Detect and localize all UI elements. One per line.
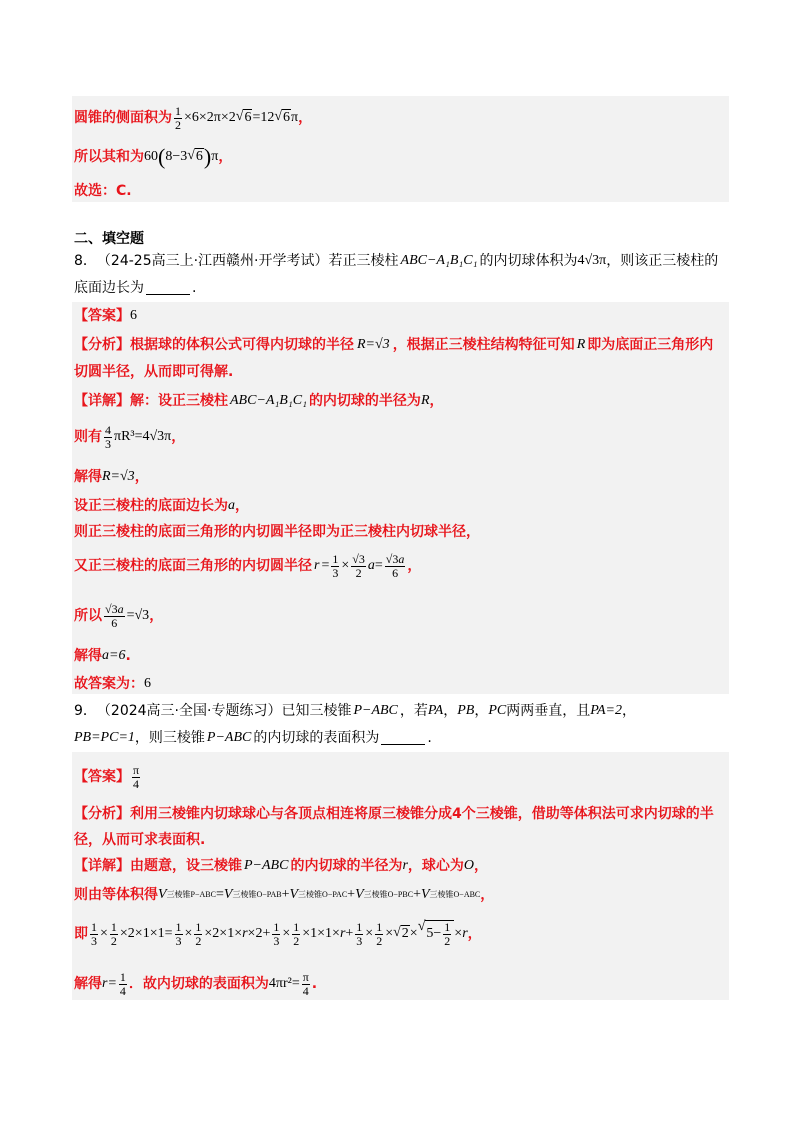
- q9-analysis-line-1: 【分析】 利用三棱锥内切球球心与各顶点相连将原三棱锥分成4个三棱锥，借助等体积法可求内切球的半: [74, 805, 714, 822]
- answer-blank: [146, 282, 190, 295]
- question-8-line-2: 底面边长为 .: [74, 279, 197, 296]
- cone-lateral-area-line: 圆锥的侧面积为 $\frac{1}{2}$ ×6×2π×2 √ 6 =12 √ 6 π ，: [74, 103, 313, 132]
- q9-answer: 【答案】 $\frac{\pi}{4}$: [74, 762, 140, 791]
- q8-detail-line-6: 又正三棱柱的底面三角形的内切圆半径 r = $\frac{1}{3}$ × $\frac{√3}{2}$ a = $\frac{√3a}{6}$ ，: [74, 551, 422, 580]
- question-9-line-1: 9． （2024高三·全国·专题练习）已知三棱锥 P−ABC ，若 PA ， PB ， PC 两两垂直，且 PA=2 ，: [74, 702, 636, 719]
- sum-line: 所以其和为 60 ( 8−3 √ 6 ) π ，: [74, 144, 233, 169]
- q8-detail-line-2: 则有 $\frac{4}{3}$ πR³=4√3π ，: [74, 422, 186, 451]
- q9-detail-line-1: 【详解】 由题意，设三棱锥 P−ABC 的内切球的半径为 r ，球心为 O ，: [74, 857, 489, 874]
- q8-detail-line-7: 所以 $\frac{√3a}{6}$ =√3 ，: [74, 601, 164, 630]
- q8-detail-line-9: 故答案为： 6: [74, 675, 151, 692]
- question-8-line-1: 8． （24-25高三上·江西赣州·开学考试）若正三棱柱 ABC−A₁B₁C₁ 的内切球体积为 4√3π ，则该正三棱柱的: [74, 252, 719, 269]
- q9-detail-line-3: 即 $\frac{1}{3}$ × $\frac{1}{2}$ ×2×1×1= $\frac{1}{3}$ × $\frac{1}{2}$ ×2×1×r×2+ $\frac{1}{3}$ × $\frac{1}{2}$ ×1×1×r+ $\frac{1}{3}$ × $\frac{1}{2}$ × √ 2 × √ 5− $\frac{1}{2}$ ×r ，: [74, 919, 482, 948]
- q8-detail-line-8: 解得 a=6 .: [74, 647, 131, 664]
- question-9-line-2: PB=PC=1 ，则三棱锥 P−ABC 的内切球的表面积为 .: [74, 729, 432, 746]
- q9-detail-line-2: 则由等体积得 V 三棱锥P−ABC = V 三棱锥O−PAB + V 三棱锥O−PAC + V 三棱锥O−PBC + V 三棱锥O−ABC ，: [74, 886, 495, 903]
- q8-detail-line-1: 【详解】 解：设正三棱柱 ABC−A₁B₁C₁ 的内切球的半径为 R ，: [74, 392, 444, 409]
- q8-detail-line-4: 设正三棱柱的底面边长为 a ，: [74, 497, 249, 514]
- q9-analysis-line-2: 径，从而可求表面积.: [74, 831, 206, 848]
- q8-analysis-line-2: 切圆半径，从而即可得解.: [74, 363, 234, 380]
- q8-detail-line-5: 则正三棱柱的底面三角形的内切圆半径即为正三棱柱内切球半径，: [74, 523, 480, 540]
- section-title: 二、填空题: [74, 230, 144, 247]
- answer-blank: [381, 732, 425, 745]
- q9-detail-line-4: 解得 r= $\frac{1}{4}$ ．故内切球的表面积为 4πr²= $\frac{\pi}{4}$ .: [74, 969, 318, 998]
- q8-analysis-line-1: 【分析】 根据球的体积公式可得内切球的半径 R=√3 ，根据正三棱柱结构特征可知 R 即为底面正三角形内: [74, 336, 714, 353]
- q8-answer: 【答案】 6: [74, 307, 137, 324]
- q8-detail-line-3: 解得 R=√3 ，: [74, 468, 149, 485]
- choice-line: 故选：C.: [74, 182, 132, 199]
